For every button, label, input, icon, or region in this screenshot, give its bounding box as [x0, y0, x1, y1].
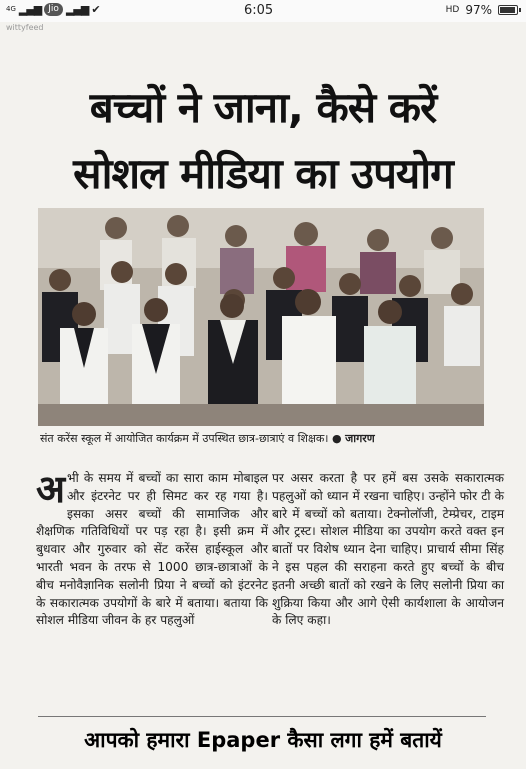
status-left: [6, 3, 101, 16]
article-column-1: [36, 467, 268, 630]
signal-icon: ▂▄▆: [18, 3, 42, 16]
caption-source: जागरण: [345, 432, 375, 445]
carrier-badge: Jio: [44, 3, 63, 16]
column-2-text: पर असर करता है पर हमें बस उसके सकारात्मक पहलुओं को ध्यान में रखना चाहिए। उन्होंने फोर टी के बारे में बच्चों को बताया। टेक्नोलॉजी, टेम्प्रेचर, टाइम और ट्रस्ट। सोशल मीडिया का उपयोग करते वक्त इन बातों पर विशेष ध्यान देना चाहिए। प्राचार्य सीमा सिंह ने इस पहल की सराहना करते हुए बच्चों के बीच इतनी अच्छी बातों को रखने के लिए सलोनी प्रिया का शुक्रिया किया और आगे ऐसी कार्यशाला के आयोजन के लिए कहा।: [272, 471, 504, 628]
dropcap: अ: [36, 467, 66, 511]
group-photo-illustration: [38, 208, 484, 426]
headline-line-1: बच्चों ने जाना, कैसे करें: [89, 83, 437, 132]
battery-icon: [498, 5, 518, 15]
hd-call-icon: HD: [445, 5, 460, 15]
notification-icon: ✔: [91, 3, 101, 16]
signal-icon-secondary: ▂▄▆: [65, 3, 89, 16]
caption-text: संत करेंस स्कूल में आयोजित कार्यक्रम में उपस्थित छात्र-छात्राएं व शिक्षक।: [40, 432, 329, 445]
column-1-text: भी के समय में बच्चों का सारा काम मोबाइल और इंटरनेट पर ही सिमट कर रह गया है। इसका असर बच्चों की सामाजिक और शैक्षणिक गतिविधियों पर पड़ रहा है। इसी क्रम में बुधवार और गुरुवार को सेंट करेंस हाईस्कूल और भारती भवन के तरफ से 1000 छात्र-छात्राओं के बीच मनोवैज्ञानिक सलोनी प्रिया ने बच्चों को इंटरनेट के सकारात्मक उपयोगों के बारे में बताया। बताया कि सोशल मीडिया जीवन के हर पहलुओं: [36, 471, 268, 628]
battery-fill: [500, 7, 515, 13]
headline-line-2: सोशल मीडिया का उपयोग: [73, 149, 453, 198]
status-right: [446, 3, 518, 17]
photo-caption: [40, 431, 500, 446]
footer-divider: [38, 716, 486, 717]
epaper-feedback-banner[interactable]: आपको हमारा Epaper कैसा लगा हमें बतायें: [84, 728, 442, 752]
article-column-2: [272, 470, 504, 630]
caption-bullet: ●: [331, 432, 346, 445]
news-photo: [38, 208, 484, 426]
battery-percent: 97%: [465, 3, 492, 17]
status-bar: [0, 0, 526, 22]
clock: 6:05: [244, 3, 274, 18]
watermark: wittyfeed: [6, 23, 44, 32]
network-type: 4G: [6, 5, 16, 13]
